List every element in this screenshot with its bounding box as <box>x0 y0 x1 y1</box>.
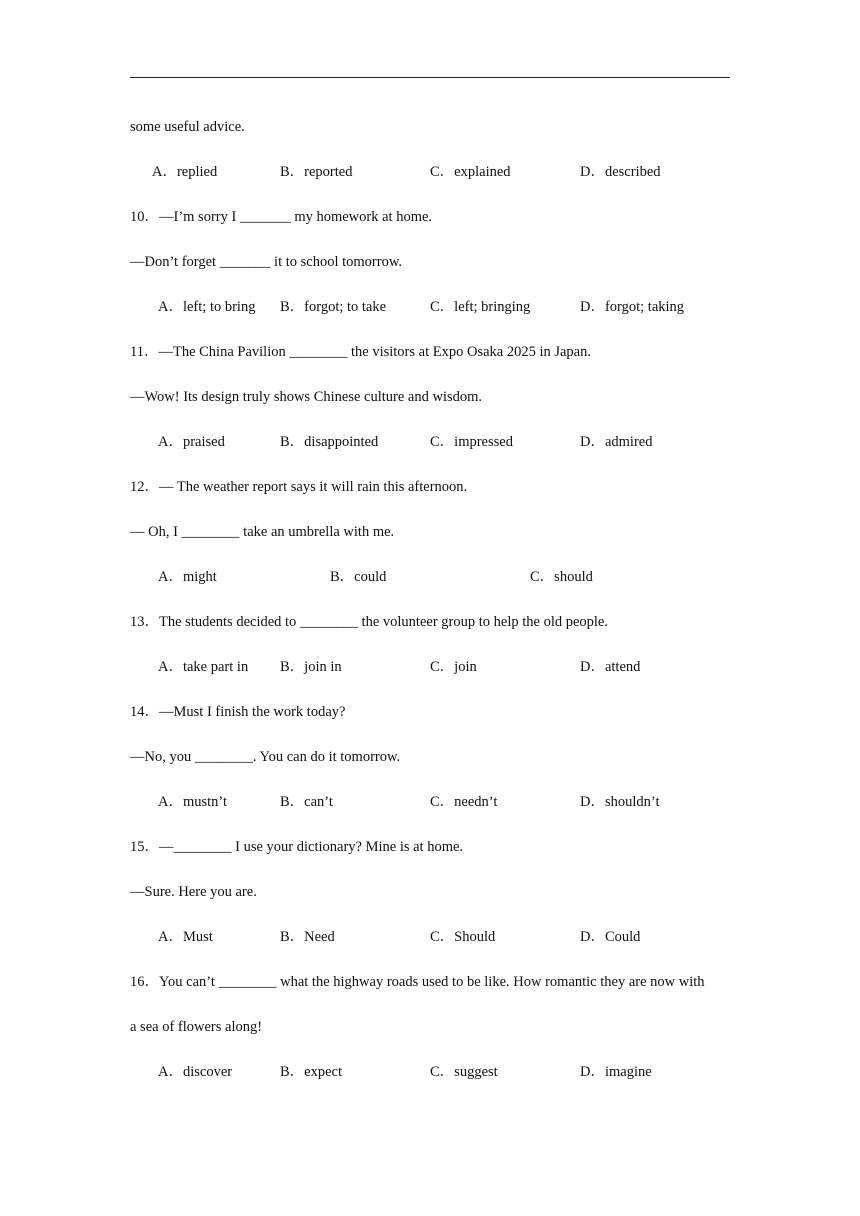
option-d: D．Could <box>580 929 641 945</box>
question-13-options <box>0 658 860 676</box>
question-13-stem: 13．The students decided to ________ the volunteer group to help the old people. <box>130 614 608 630</box>
question-10-options <box>0 298 860 316</box>
question-12-stem: 12．— The weather report says it will rain this afternoon. <box>130 479 468 495</box>
question-12-options <box>0 568 860 586</box>
question-14-options <box>0 793 860 811</box>
option-c: C．explained <box>430 164 511 180</box>
question-10-stem: 10．—I’m sorry I _______ my homework at home. <box>130 209 433 225</box>
question-10-reply: —Don’t forget _______ it to school tomorrow. <box>130 254 402 270</box>
question-9-stem-tail: some useful advice. <box>130 119 245 135</box>
option-d: D．forgot; taking <box>580 299 685 315</box>
question-9-options <box>0 163 860 181</box>
question-14-reply: —No, you ________. You can do it tomorrow. <box>130 749 401 765</box>
question-16-stem-cont: a sea of flowers along! <box>130 1019 263 1035</box>
option-b: B．could <box>330 569 387 585</box>
option-a: A．mustn’t <box>158 794 228 810</box>
question-16-stem: 16．You can’t ________ what the highway roads used to be like. How romantic they are now with <box>130 974 705 990</box>
option-b: B．can’t <box>280 794 333 810</box>
header-rule <box>130 77 730 78</box>
question-15-reply: —Sure. Here you are. <box>130 884 257 900</box>
option-b: B．expect <box>280 1064 343 1080</box>
option-d: D．attend <box>580 659 641 675</box>
option-c: C．suggest <box>430 1064 498 1080</box>
option-d: D．imagine <box>580 1064 652 1080</box>
option-c: C．should <box>530 569 593 585</box>
question-16-options <box>0 1063 860 1081</box>
question-11-options <box>0 433 860 451</box>
option-c: C．left; bringing <box>430 299 531 315</box>
option-c: C．join <box>430 659 477 675</box>
option-b: B．join in <box>280 659 342 675</box>
option-b: B．disappointed <box>280 434 379 450</box>
question-15-options <box>0 928 860 946</box>
option-d: D．shouldn’t <box>580 794 660 810</box>
option-a: A．left; to bring <box>158 299 256 315</box>
question-11-stem: 11．—The China Pavilion ________ the visitors at Expo Osaka 2025 in Japan. <box>130 344 591 360</box>
option-b: B．forgot; to take <box>280 299 387 315</box>
option-b: B．reported <box>280 164 353 180</box>
option-a: A．Must <box>158 929 213 945</box>
option-c: C．impressed <box>430 434 513 450</box>
option-a: A．praised <box>158 434 225 450</box>
option-d: D．described <box>580 164 661 180</box>
option-d: D．admired <box>580 434 653 450</box>
option-a: A．discover <box>158 1064 233 1080</box>
option-c: C．Should <box>430 929 496 945</box>
option-c: C．needn’t <box>430 794 498 810</box>
option-a: A．replied <box>152 164 218 180</box>
question-15-stem: 15．—________ I use your dictionary? Mine is at home. <box>130 839 464 855</box>
question-14-stem: 14．—Must I finish the work today? <box>130 704 346 720</box>
option-a: A．might <box>158 569 217 585</box>
option-a: A．take part in <box>158 659 249 675</box>
question-12-reply: — Oh, I ________ take an umbrella with me. <box>130 524 395 540</box>
option-b: B．Need <box>280 929 335 945</box>
question-11-reply: —Wow! Its design truly shows Chinese culture and wisdom. <box>130 389 483 405</box>
